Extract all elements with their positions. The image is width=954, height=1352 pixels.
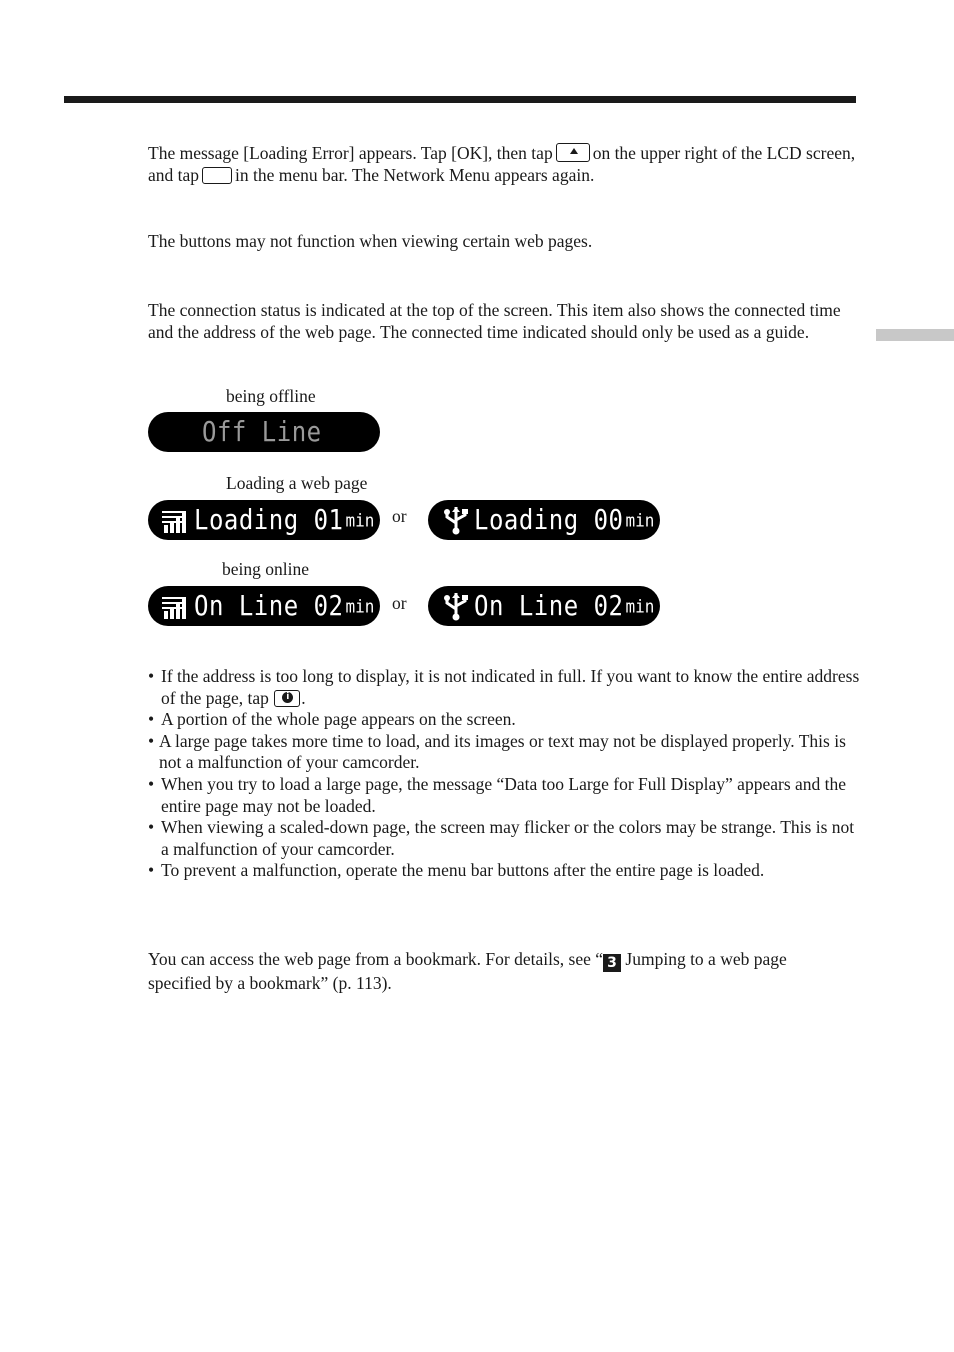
chapter-tab-marker bbox=[876, 329, 954, 341]
signal-bars-icon bbox=[162, 507, 190, 533]
loading-status-display-usb: Loading 00 min bbox=[428, 500, 660, 540]
online-status-display-usb: On Line 02 min bbox=[428, 586, 660, 626]
bookmark-paragraph: You can access the web page from a bookmark. For details, see “ 3 Jumping to a web page specified by a bookmark” (p. 113). bbox=[148, 949, 787, 993]
list-item: • A large page takes more time to load, and its images or text may not be displayed properly. This is not a malfunction of your camcorder. bbox=[148, 730, 846, 773]
usb-icon bbox=[442, 591, 470, 621]
loading-error-paragraph: The message [Loading Error] appears. Tap [OK], then tap on the upper right of the LCD screen, and tap in the menu bar. The Network Menu appears again. bbox=[148, 143, 856, 185]
online-status-display-antenna: On Line 02 min bbox=[148, 586, 380, 626]
list-item: • If the address is too long to display, it is not indicated in full. If you want to know the entire address of the page, tap i . bbox=[148, 666, 860, 709]
info-button-icon bbox=[274, 690, 300, 707]
offline-status-display bbox=[148, 412, 380, 452]
loading-status-display-antenna: Loading 01 min bbox=[148, 500, 380, 540]
loading-time-text: Loading 01 bbox=[194, 503, 344, 537]
list-item: • To prevent a malfunction, operate the menu bar buttons after the entire page is loaded. bbox=[148, 860, 765, 881]
online-caption: being online bbox=[222, 559, 309, 579]
connection-status-paragraph: The connection status is indicated at the top of the screen. This item also shows the connected time and the address of the web page. The connected time indicated should only be used as a guide. bbox=[148, 300, 841, 342]
up-arrow-button-icon bbox=[556, 143, 590, 162]
buttons-note-paragraph: The buttons may not function when viewing certain web pages. bbox=[148, 231, 593, 251]
list-item: • A portion of the whole page appears on the screen. bbox=[148, 709, 516, 730]
step-number-badge: 3 bbox=[603, 954, 621, 972]
header-rule bbox=[64, 96, 856, 103]
loading-time-text-usb: Loading 00 bbox=[474, 503, 624, 537]
online-time-text-usb: On Line 02 bbox=[474, 589, 624, 623]
list-item: • When viewing a scaled-down page, the screen may flicker or the colors may be strange. This is not a malfunction of your camcorder. bbox=[148, 817, 855, 859]
loading-caption: Loading a web page bbox=[226, 473, 368, 493]
signal-bars-icon bbox=[162, 593, 190, 619]
or-label: or bbox=[392, 593, 407, 613]
usb-icon bbox=[442, 505, 470, 535]
list-item: • When you try to load a large page, the message “Data too Large for Full Display” appears and the entire page may not be loaded. bbox=[148, 773, 847, 816]
notes-list bbox=[148, 666, 860, 882]
offline-display-text: Off Line bbox=[202, 415, 322, 449]
blank-button-icon bbox=[202, 167, 232, 184]
offline-caption: being offline bbox=[226, 386, 316, 406]
or-label: or bbox=[392, 506, 407, 526]
online-time-text: On Line 02 bbox=[194, 589, 344, 623]
